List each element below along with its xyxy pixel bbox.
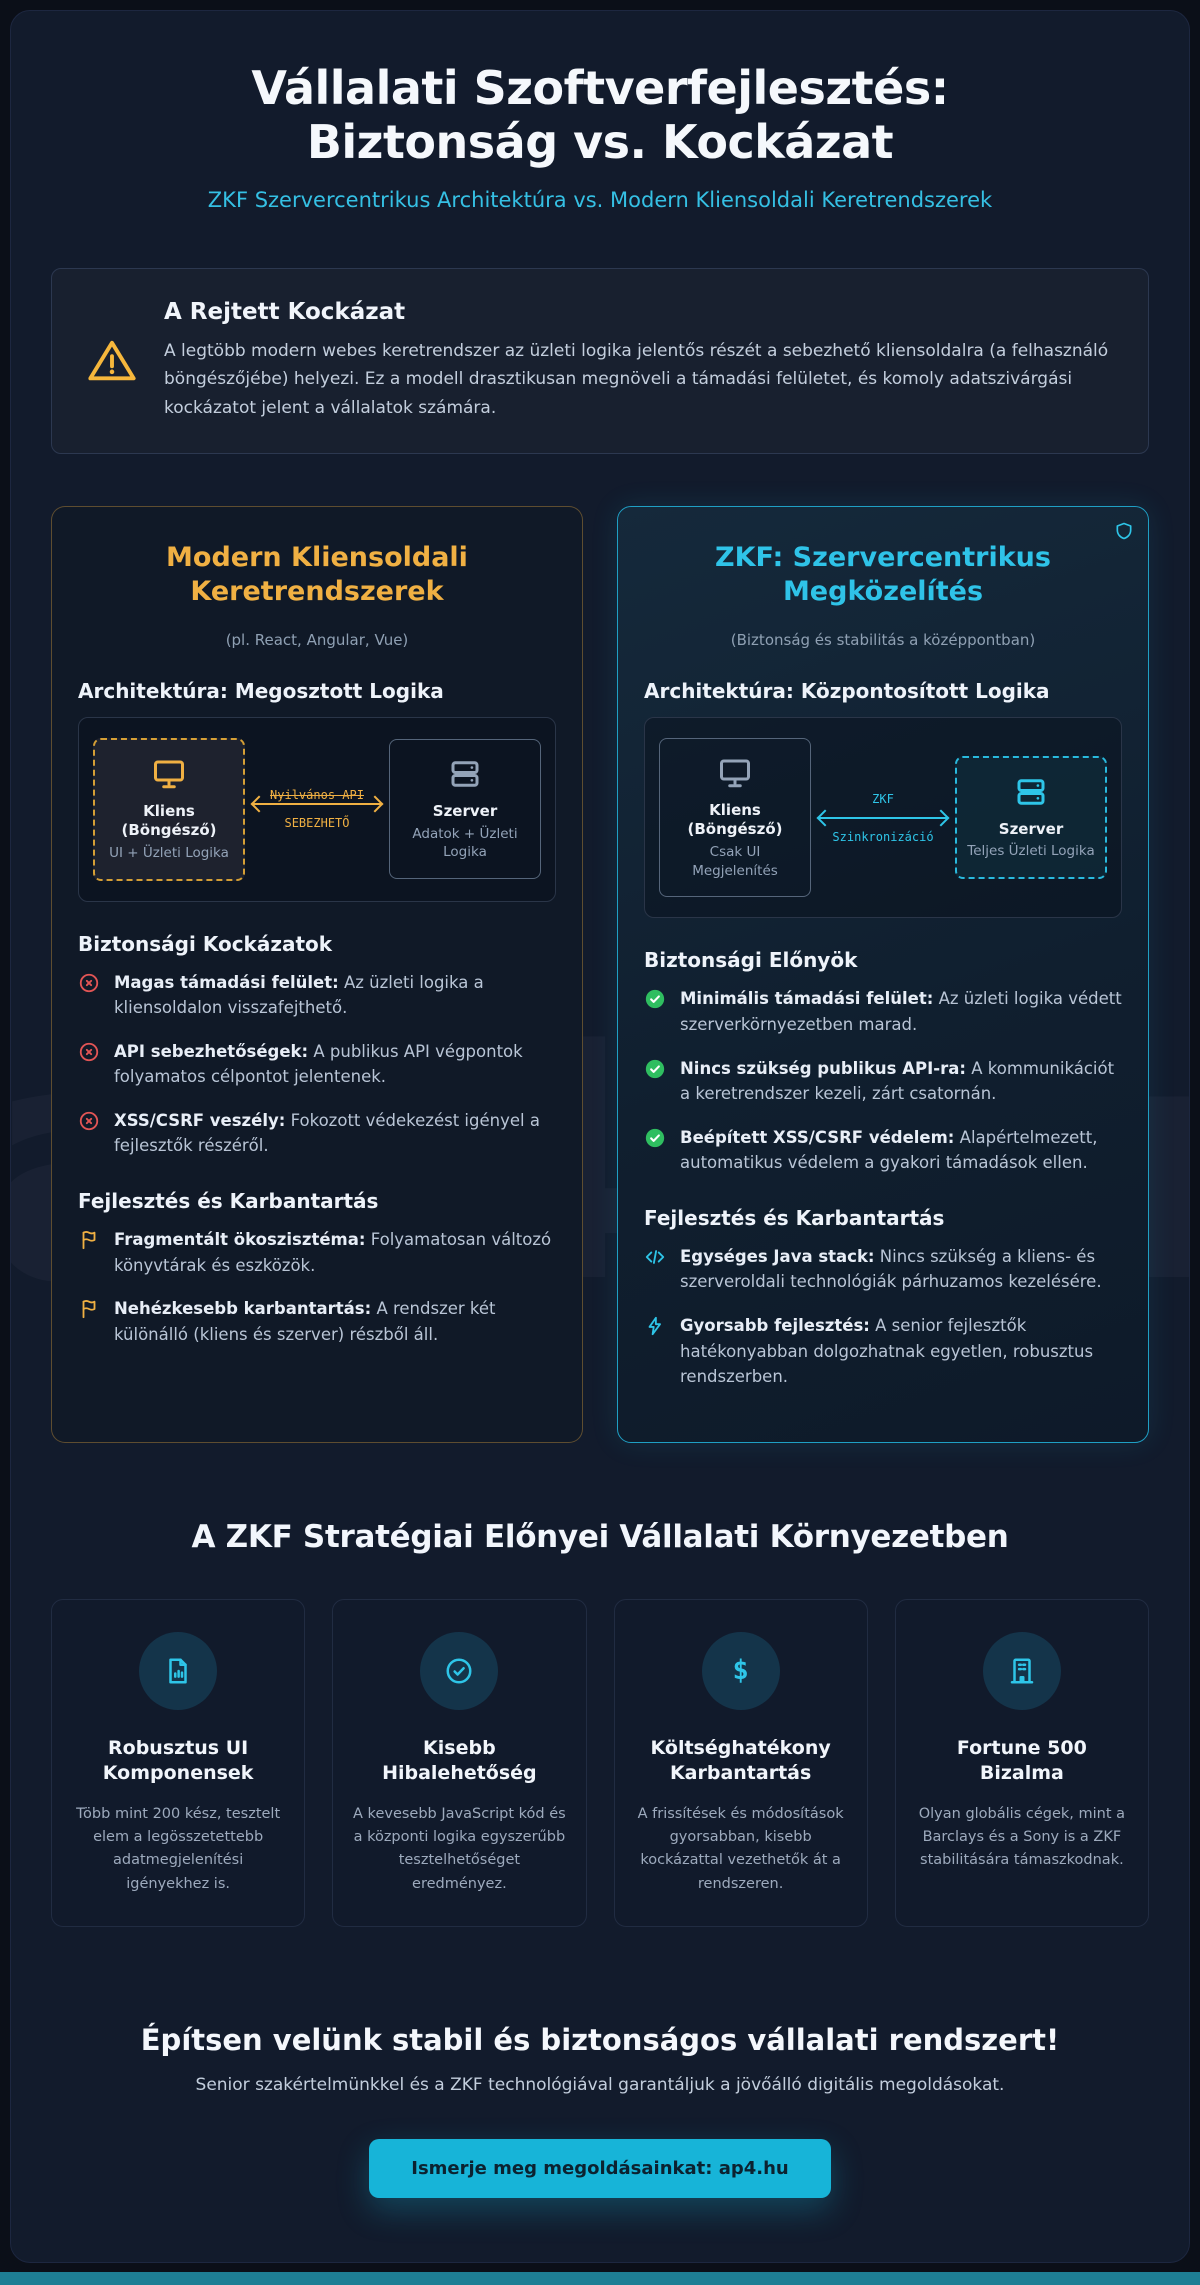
node-title: Kliens (Böngésző) xyxy=(687,800,783,839)
arrow-label-top: Nyilvános API xyxy=(270,788,364,803)
circle-x-icon xyxy=(78,1110,100,1159)
dev-lead: Gyorsabb fejlesztés: xyxy=(680,1315,870,1335)
circle-x-icon xyxy=(78,1041,100,1090)
node-subtitle: Adatok + Üzleti Logika xyxy=(412,825,518,861)
zkf-node-browser xyxy=(659,738,811,898)
feature-card-cost-effective xyxy=(614,1599,868,1927)
hidden-risk-content xyxy=(164,299,1114,424)
benefits-section-heading: A ZKF Stratégiai Előnyei Vállalati Környezetben xyxy=(191,1518,1009,1555)
risk-text xyxy=(114,1039,556,1090)
risk-desc: Fokozott védekezést igényel a fejlesztők részéről. xyxy=(114,1110,540,1156)
footer-accent-bar xyxy=(0,2272,1200,2285)
dev-item xyxy=(78,1296,556,1347)
check-circle-icon xyxy=(420,1632,498,1710)
benefit-item xyxy=(644,1125,1122,1176)
node-subtitle: UI + Üzleti Logika xyxy=(109,844,229,861)
risk-text xyxy=(114,1108,556,1159)
dev-item xyxy=(644,1313,1122,1390)
zkf-arch-heading: Architektúra: Központosított Logika xyxy=(644,678,1050,703)
feature-title: Robusztus UI Komponensek xyxy=(102,1736,254,1785)
benefit-lead: Beépített XSS/CSRF védelem: xyxy=(680,1127,955,1147)
flag-icon xyxy=(78,1229,100,1278)
cta-button[interactable]: Ismerje meg megoldásainkat: ap4.hu xyxy=(369,2139,830,2198)
client-card-title-line2: Keretrendszerek xyxy=(190,575,444,607)
page-title xyxy=(51,61,1149,170)
shield-icon xyxy=(1114,521,1134,541)
dev-lead: Fragmentált ökoszisztéma: xyxy=(114,1229,366,1249)
zkf-architecture-diagram xyxy=(644,717,1122,919)
cta-title: Építsen velünk stabil és biztonságos vállalati rendszert! xyxy=(140,2022,1060,2057)
zkf-card-title-line2: Megközelítés xyxy=(782,575,984,607)
benefit-item xyxy=(644,1056,1122,1107)
double-arrow-icon xyxy=(253,803,381,805)
code-icon xyxy=(644,1246,666,1295)
dev-text xyxy=(114,1296,556,1347)
client-node-browser xyxy=(93,738,245,881)
hidden-risk-body: A legtöbb modern webes keretrendszer az üzleti logika jelentős részét a sebezhető kliensoldalra (a felhasználó böngészőjébe) helyezi. Ez a modell drasztikusan megnöveli a támadási felületet, és komoly adatszivárgási kockázatot jelent a vállalatok számára. xyxy=(164,340,1109,419)
page-subtitle: ZKF Szervercentrikus Architektúra vs. Modern Kliensoldali Keretrendszerek xyxy=(207,187,993,212)
dev-item xyxy=(78,1227,556,1278)
dev-lead: Nehézkesebb karbantartás: xyxy=(114,1299,372,1319)
server-icon xyxy=(967,774,1095,810)
client-frameworks-card xyxy=(51,506,583,1442)
dev-desc: A rendszer két különálló (kliens és szerver) részből áll. xyxy=(114,1299,496,1344)
risk-item xyxy=(78,970,556,1021)
risk-lead: Magas támadási felület: xyxy=(114,972,339,992)
client-dev-heading: Fejlesztés és Karbantartás xyxy=(78,1188,379,1213)
comparison-section xyxy=(51,506,1149,1442)
hidden-risk-title: A Rejtett Kockázat xyxy=(164,298,406,325)
zkf-card-title xyxy=(644,541,1122,609)
dev-item xyxy=(644,1244,1122,1295)
arrow-label-bottom: SEBEZHETŐ xyxy=(284,816,350,831)
node-subtitle: Teljes Üzleti Logika xyxy=(967,843,1095,860)
cta-section xyxy=(51,2023,1149,2198)
lightning-icon xyxy=(644,1315,666,1390)
dev-text xyxy=(680,1313,1122,1390)
benefit-lead: Minimális támadási felület: xyxy=(680,989,934,1009)
zkf-benefits-heading: Biztonsági Előnyök xyxy=(644,948,858,973)
node-subtitle: Csak UI Megjelenítés xyxy=(692,843,778,879)
node-title: Szerver xyxy=(998,819,1064,838)
client-node-server xyxy=(389,739,541,879)
arrow-label-bottom: Szinkronizáció xyxy=(832,829,934,844)
dollar-glyph: $ xyxy=(732,1655,749,1687)
dev-desc: Nincs szükség a kliens- és szerveroldali technológiák párhuzamos kezelésére. xyxy=(680,1246,1102,1292)
benefit-text xyxy=(680,1125,1122,1176)
file-chart-icon xyxy=(139,1632,217,1710)
page-header xyxy=(51,61,1149,212)
benefits-grid xyxy=(51,1599,1149,1927)
building-icon xyxy=(983,1632,1061,1710)
check-circle-icon xyxy=(644,988,666,1037)
feature-card-fewer-errors xyxy=(332,1599,586,1927)
dev-text xyxy=(680,1244,1122,1295)
feature-title: Kisebb Hibalehetőség xyxy=(382,1736,537,1785)
client-architecture-diagram xyxy=(78,717,556,902)
warning-triangle-icon xyxy=(86,335,138,387)
page-title-line1: Vállalati Szoftverfejlesztés: xyxy=(251,61,949,115)
cta-subtitle: Senior szakértelmünkkel és a ZKF technológiával garantáljuk a jövőálló digitális megoldásokat. xyxy=(195,2074,1005,2095)
zkf-node-server xyxy=(955,756,1107,879)
benefit-text xyxy=(680,1056,1122,1107)
feature-body: Olyan globális cégek, mint a Barclays és a Sony is a ZKF stabilitására támaszkodnak. xyxy=(918,1805,1126,1869)
client-risks-heading: Biztonsági Kockázatok xyxy=(78,931,333,956)
dollar-icon xyxy=(702,1632,780,1710)
hidden-risk-callout xyxy=(51,268,1149,455)
feature-body: A kevesebb JavaScript kód és a központi logika egyszerűbb tesztelhetőséget eredményez. xyxy=(353,1805,566,1892)
client-card-title xyxy=(78,541,556,609)
risk-lead: API sebezhetőségek: xyxy=(114,1041,309,1061)
dev-lead: Egységes Java stack: xyxy=(680,1246,875,1266)
main-container xyxy=(10,10,1190,2263)
zkf-card-title-line1: ZKF: Szervercentrikus xyxy=(715,542,1051,574)
client-card-subtitle: (pl. React, Angular, Vue) xyxy=(225,630,409,649)
zkf-card-subtitle: (Biztonság és stabilitás a középpontban) xyxy=(730,630,1036,649)
client-card-title-line1: Modern Kliensoldali xyxy=(166,542,468,574)
monitor-icon xyxy=(670,755,800,791)
zkf-card xyxy=(617,506,1149,1442)
risk-lead: XSS/CSRF veszély: xyxy=(114,1110,286,1130)
circle-x-icon xyxy=(78,972,100,1021)
risk-text xyxy=(114,970,556,1021)
benefit-desc: Az üzleti logika védett szerverkörnyezetben marad. xyxy=(680,989,1122,1035)
dev-desc: Folyamatosan változó könyvtárak és eszközök. xyxy=(114,1229,552,1275)
benefit-item xyxy=(644,986,1122,1037)
monitor-icon xyxy=(105,756,233,792)
risk-item xyxy=(78,1108,556,1159)
page-title-line2: Biztonság vs. Kockázat xyxy=(306,115,894,170)
feature-card-ui-components xyxy=(51,1599,305,1927)
node-title: Kliens (Böngésző) xyxy=(121,801,217,840)
benefit-desc: Alapértelmezett, automatikus védelem a gyakori támadások ellen. xyxy=(680,1127,1098,1173)
check-circle-icon xyxy=(644,1127,666,1176)
risk-desc: Az üzleti logika a kliensoldalon visszafejthető. xyxy=(114,972,484,1018)
benefit-text xyxy=(680,986,1122,1037)
zkf-dev-heading: Fejlesztés és Karbantartás xyxy=(644,1205,945,1230)
client-arch-heading: Architektúra: Megosztott Logika xyxy=(78,678,444,703)
public-api-arrow xyxy=(245,788,389,830)
benefit-desc: A kommunikációt a keretrendszer kezeli, zárt csatornán. xyxy=(680,1058,1115,1104)
zkf-sync-arrow xyxy=(811,792,955,844)
benefit-lead: Nincs szükség publikus API-ra: xyxy=(680,1058,966,1078)
feature-card-fortune500 xyxy=(895,1599,1149,1927)
risk-desc: A publikus API végpontok folyamatos célpontot jelentenek. xyxy=(114,1041,523,1087)
flag-icon xyxy=(78,1298,100,1347)
feature-title: Fortune 500 Bizalma xyxy=(956,1736,1087,1785)
dev-desc: A senior fejlesztők hatékonyabban dolgozhatnak egyetlen, robusztus rendszerben. xyxy=(680,1315,1094,1387)
server-icon xyxy=(400,756,530,792)
check-circle-icon xyxy=(644,1058,666,1107)
node-title: Szerver xyxy=(432,802,498,820)
dev-text xyxy=(114,1227,556,1278)
feature-body: Több mint 200 kész, tesztelt elem a legösszetettebb adatmegjelenítési igényekhez is. xyxy=(76,1805,281,1892)
feature-title: Költséghatékony Karbantartás xyxy=(650,1736,831,1785)
double-arrow-icon xyxy=(819,817,947,819)
risk-item xyxy=(78,1039,556,1090)
arrow-label-top: ZKF xyxy=(872,791,894,806)
feature-body: A frissítések és módosítások gyorsabban, kisebb kockázattal vezethetők át a rendszeren. xyxy=(637,1805,844,1892)
